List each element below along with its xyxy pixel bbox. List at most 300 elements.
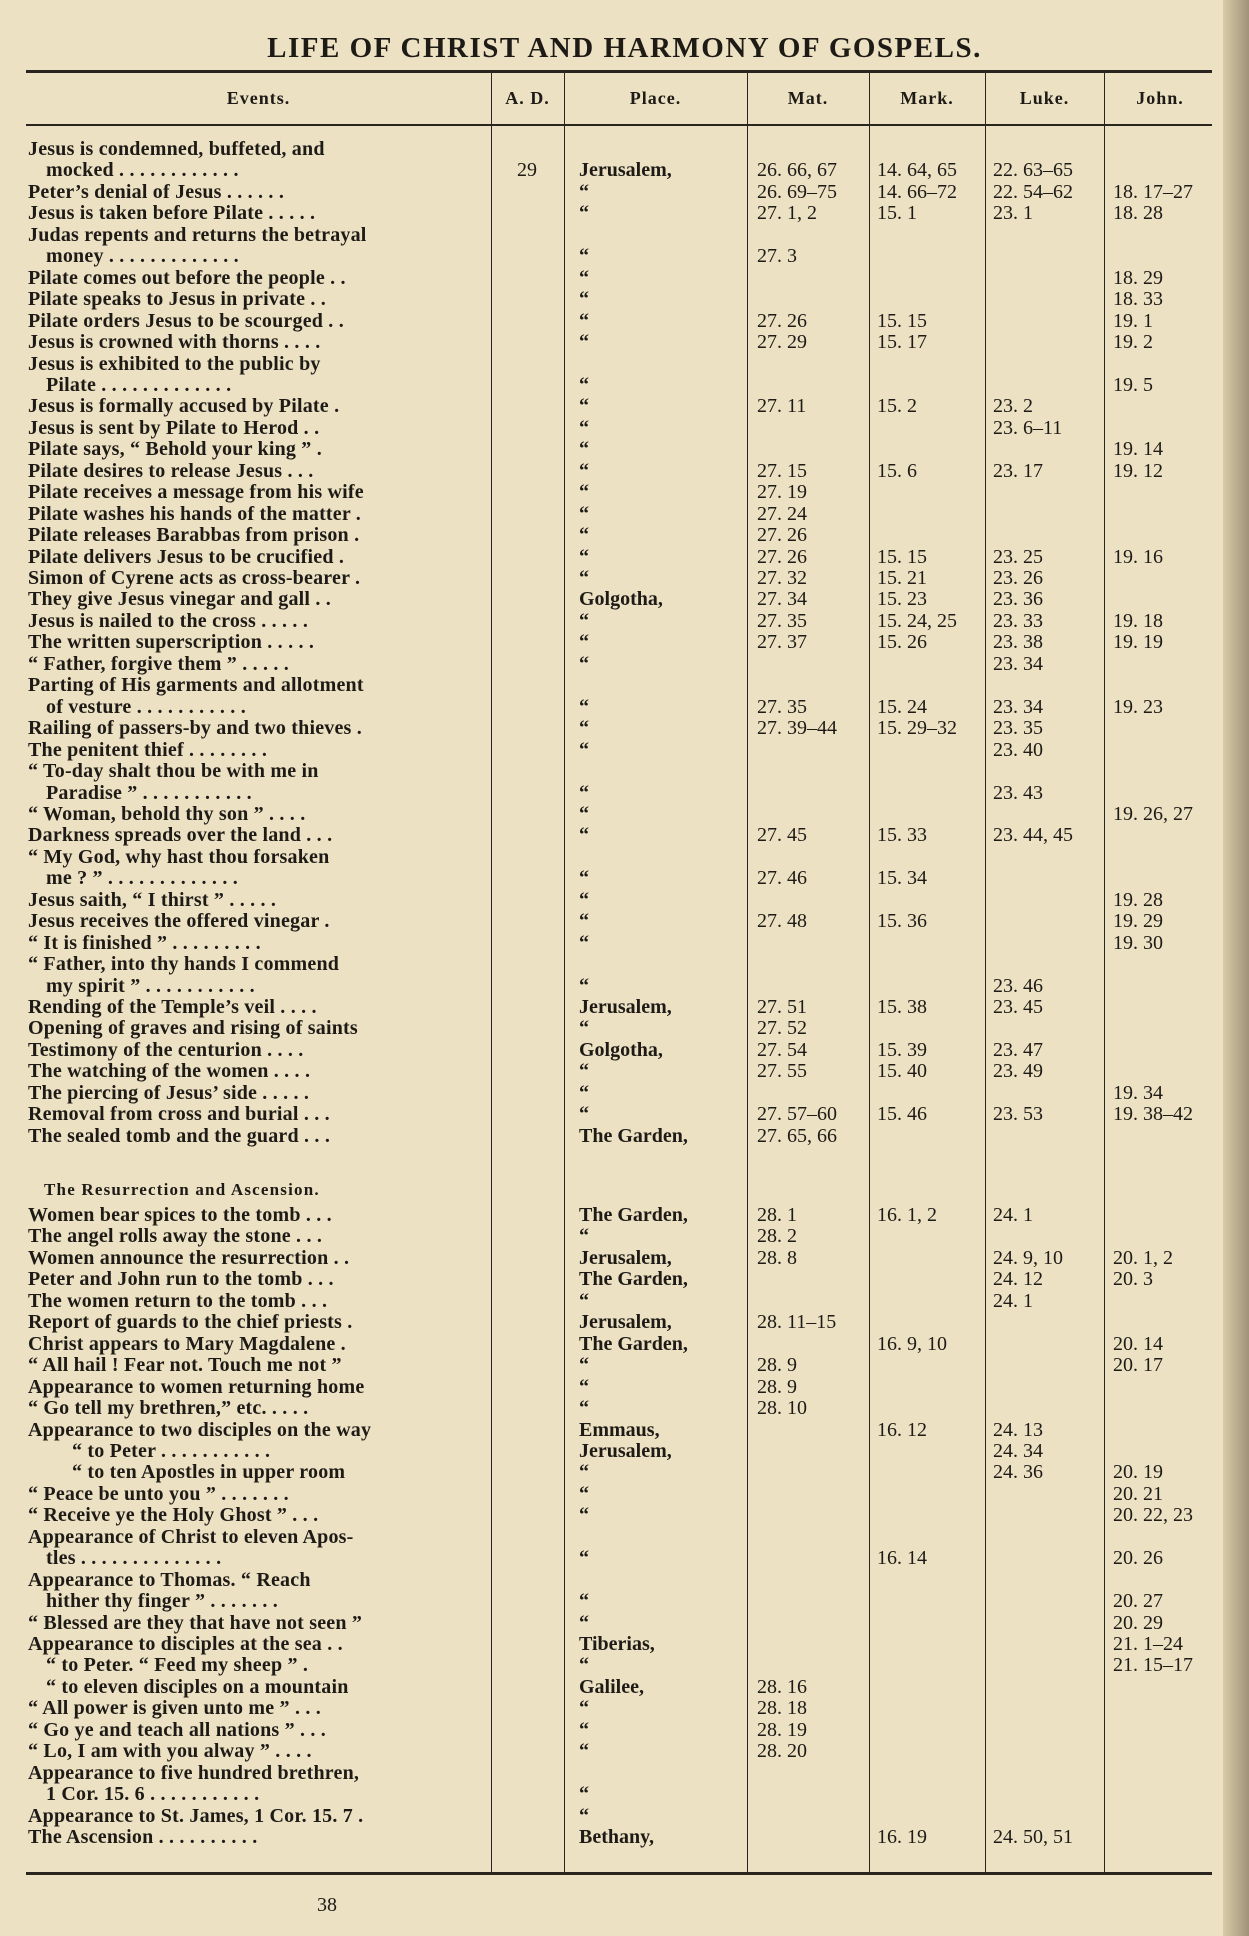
event-text: me ? ” . . . . . . . . . . . . . <box>46 867 238 890</box>
event-text: Jesus is taken before Pilate . . . . . <box>28 202 316 225</box>
place-cell: “ <box>579 631 589 654</box>
table-row <box>0 1377 1249 1398</box>
mark-ref: 15. 1 <box>877 202 917 225</box>
mark-ref: 15. 29–32 <box>877 717 957 740</box>
john-ref: 19. 18 <box>1113 609 1163 632</box>
place-cell: “ <box>579 974 589 997</box>
table-row <box>0 933 1249 954</box>
place-cell: The Garden, <box>579 1204 688 1226</box>
table-row <box>0 354 1249 375</box>
table-row <box>0 1291 1249 1312</box>
event-text: The women return to the tomb . . . <box>28 1289 328 1312</box>
table-row <box>0 504 1249 525</box>
year-cell: 29 <box>517 159 537 182</box>
mark-ref: 15. 36 <box>877 910 927 933</box>
matthew-ref: 27. 39–44 <box>757 717 837 740</box>
john-ref: 19. 29 <box>1113 910 1163 933</box>
matthew-ref: 28. 9 <box>757 1354 797 1377</box>
event-text: Judas repents and returns the betrayal <box>28 223 367 246</box>
luke-ref: 23. 43 <box>993 781 1043 804</box>
event-text: Paradise ” . . . . . . . . . . . <box>46 781 252 804</box>
table-row <box>0 203 1249 224</box>
event-text: “ Blessed are they that have not seen ” <box>28 1611 363 1634</box>
table-row <box>0 718 1249 739</box>
event-text: The sealed tomb and the guard . . . <box>28 1124 331 1147</box>
event-text: “ It is finished ” . . . . . . . . . <box>28 931 261 954</box>
mark-ref: 14. 64, 65 <box>877 159 957 182</box>
event-text: mocked . . . . . . . . . . . . <box>46 159 239 182</box>
event-text: Opening of graves and rising of saints <box>28 1017 358 1040</box>
event-text: Pilate washes his hands of the matter . <box>28 502 361 525</box>
event-text: Appearance to women returning home <box>28 1375 365 1398</box>
mark-ref: 15. 38 <box>877 996 927 1018</box>
matthew-ref: 27. 15 <box>757 459 807 482</box>
event-text: The watching of the women . . . . <box>28 1060 311 1083</box>
luke-ref: 23. 45 <box>993 996 1043 1018</box>
event-text: my spirit ” . . . . . . . . . . . <box>46 974 255 997</box>
place-cell: “ <box>579 1697 589 1720</box>
mark-ref: 15. 33 <box>877 824 927 847</box>
place-cell: “ <box>579 202 589 225</box>
luke-ref: 23. 46 <box>993 974 1043 997</box>
matthew-ref: 27. 3 <box>757 245 797 268</box>
table-row <box>0 1420 1249 1441</box>
matthew-ref: 27. 54 <box>757 1038 807 1061</box>
page-title: LIFE OF CHRIST AND HARMONY OF GOSPELS. <box>267 32 982 64</box>
matthew-ref: 28. 9 <box>757 1375 797 1398</box>
luke-ref: 23. 40 <box>993 738 1043 761</box>
john-ref: 19. 5 <box>1113 373 1153 396</box>
mark-ref: 16. 14 <box>877 1547 927 1570</box>
table-row <box>0 1126 1249 1147</box>
place-cell: “ <box>579 1654 589 1677</box>
place-cell: Jerusalem, <box>579 1439 672 1462</box>
table-row <box>0 525 1249 546</box>
place-cell: “ <box>579 1289 589 1312</box>
place-cell: “ <box>579 524 589 547</box>
place-cell: “ <box>579 395 589 418</box>
john-ref: 19. 2 <box>1113 331 1153 354</box>
section-heading-row <box>0 1179 1249 1200</box>
event-text: “ Father, forgive them ” . . . . . <box>28 652 290 675</box>
event-text: Jesus is crowned with thorns . . . . <box>28 331 321 354</box>
event-text: Jesus is sent by Pilate to Herod . . <box>28 416 320 439</box>
john-ref: 19. 1 <box>1113 309 1153 332</box>
page-number: 38 <box>317 1894 337 1916</box>
top-rule <box>26 70 1212 73</box>
header-rule <box>26 124 1212 126</box>
luke-ref: 24. 12 <box>993 1268 1043 1291</box>
event-text: “ Woman, behold thy son ” . . . . <box>28 802 306 825</box>
event-text: Jesus is exhibited to the public by <box>28 352 321 375</box>
header-events: Events. <box>226 87 291 108</box>
place-cell: “ <box>579 567 589 589</box>
matthew-ref: 27. 37 <box>757 631 807 654</box>
place-cell: “ <box>579 545 589 568</box>
place-cell: “ <box>579 1718 589 1741</box>
header-ad: A. D. <box>505 87 550 108</box>
mark-ref: 15. 40 <box>877 1060 927 1083</box>
event-text: Appearance to five hundred brethren, <box>28 1761 360 1784</box>
place-cell: Golgotha, <box>579 588 663 611</box>
luke-ref: 24. 36 <box>993 1461 1043 1484</box>
matthew-ref: 28. 19 <box>757 1718 807 1741</box>
event-text: Peter’s denial of Jesus . . . . . . <box>28 180 285 203</box>
place-cell: “ <box>579 1611 589 1634</box>
place-cell: “ <box>579 867 589 890</box>
table-row <box>0 1806 1249 1827</box>
place-cell: “ <box>579 1783 589 1806</box>
table-row <box>0 997 1249 1018</box>
luke-ref: 24. 1 <box>993 1204 1033 1226</box>
place-cell: “ <box>579 502 589 525</box>
event-text: “ Lo, I am with you alway ” . . . . <box>28 1740 312 1763</box>
luke-ref: 23. 17 <box>993 459 1043 482</box>
john-ref: 20. 19 <box>1113 1461 1163 1484</box>
table-row <box>0 1083 1249 1104</box>
place-cell: “ <box>579 1547 589 1570</box>
event-text: “ Go tell my brethren,” etc. . . . . <box>28 1397 309 1420</box>
table-row <box>0 954 1249 975</box>
john-ref: 19. 12 <box>1113 459 1163 482</box>
table-row <box>0 1205 1249 1226</box>
table-row <box>0 1613 1249 1634</box>
event-text: Pilate orders Jesus to be scourged . . <box>28 309 344 332</box>
table-row <box>0 139 1249 160</box>
table-row <box>0 289 1249 310</box>
event-text: money . . . . . . . . . . . . . <box>46 245 239 268</box>
event-text: Parting of His garments and allotment <box>28 674 364 697</box>
event-text: “ My God, why hast thou forsaken <box>28 845 330 868</box>
matthew-ref: 28. 18 <box>757 1697 807 1720</box>
table-row <box>0 675 1249 696</box>
place-cell: “ <box>579 717 589 740</box>
table-row <box>0 1655 1249 1676</box>
event-text: Pilate says, “ Behold your king ” . <box>28 438 322 461</box>
place-cell: Tiberias, <box>579 1633 655 1655</box>
table-row <box>0 182 1249 203</box>
matthew-ref: 27. 55 <box>757 1060 807 1083</box>
mark-ref: 15. 21 <box>877 567 927 589</box>
table-row <box>0 1269 1249 1290</box>
table-row <box>0 1741 1249 1762</box>
mark-ref: 15. 15 <box>877 545 927 568</box>
event-text: “ to eleven disciples on a mountain <box>46 1675 349 1698</box>
table-row <box>0 783 1249 804</box>
table-row <box>0 697 1249 718</box>
header-john: John. <box>1136 87 1184 108</box>
table-row <box>0 1827 1249 1848</box>
john-ref: 19. 28 <box>1113 888 1163 911</box>
place-cell: “ <box>579 245 589 268</box>
table-row <box>0 1505 1249 1526</box>
table-row <box>0 568 1249 589</box>
table-row <box>0 1312 1249 1333</box>
matthew-ref: 27. 26 <box>757 309 807 332</box>
place-cell: Galilee, <box>579 1675 644 1698</box>
event-text: Simon of Cyrene acts as cross-bearer . <box>28 567 361 589</box>
mark-ref: 15. 46 <box>877 1103 927 1126</box>
john-ref: 19. 19 <box>1113 631 1163 654</box>
matthew-ref: 28. 10 <box>757 1397 807 1420</box>
place-cell: “ <box>579 1590 589 1613</box>
table-row <box>0 632 1249 653</box>
event-text: Testimony of the centurion . . . . <box>28 1038 304 1061</box>
place-cell: “ <box>579 180 589 203</box>
mark-ref: 15. 39 <box>877 1038 927 1061</box>
event-text: Jesus is nailed to the cross . . . . . <box>28 609 309 632</box>
event-text: “ to ten Apostles in upper room <box>72 1461 346 1484</box>
matthew-ref: 27. 32 <box>757 567 807 589</box>
luke-ref: 24. 34 <box>993 1439 1043 1462</box>
john-ref: 19. 34 <box>1113 1081 1163 1104</box>
table-row <box>0 1462 1249 1483</box>
header-luke: Luke. <box>1019 87 1070 108</box>
table-row <box>0 868 1249 889</box>
bottom-rule <box>26 1872 1212 1875</box>
matthew-ref: 28. 2 <box>757 1225 797 1248</box>
mark-ref: 16. 19 <box>877 1826 927 1849</box>
table-row <box>0 1634 1249 1655</box>
luke-ref: 24. 1 <box>993 1289 1033 1312</box>
event-text: tles . . . . . . . . . . . . . . <box>46 1547 222 1570</box>
table-row <box>0 311 1249 332</box>
luke-ref: 23. 49 <box>993 1060 1043 1083</box>
luke-ref: 23. 53 <box>993 1103 1043 1126</box>
event-text: Appearance to two disciples on the way <box>28 1418 372 1441</box>
table-row <box>0 246 1249 267</box>
mark-ref: 16. 12 <box>877 1418 927 1441</box>
table-row <box>0 890 1249 911</box>
matthew-ref: 27. 48 <box>757 910 807 933</box>
mark-ref: 16. 1, 2 <box>877 1204 937 1226</box>
place-cell: “ <box>579 1060 589 1083</box>
event-text: Jesus is condemned, buffeted, and <box>28 138 325 160</box>
place-cell: “ <box>579 1017 589 1040</box>
event-text: Jesus is formally accused by Pilate . <box>28 395 340 418</box>
matthew-ref: 27. 26 <box>757 524 807 547</box>
luke-ref: 23. 44, 45 <box>993 824 1073 847</box>
luke-ref: 24. 13 <box>993 1418 1043 1441</box>
event-text: The angel rolls away the stone . . . <box>28 1225 323 1248</box>
table-row <box>0 396 1249 417</box>
matthew-ref: 27. 29 <box>757 331 807 354</box>
mark-ref: 16. 9, 10 <box>877 1332 947 1355</box>
matthew-ref: 27. 35 <box>757 695 807 718</box>
place-cell: “ <box>579 931 589 954</box>
john-ref: 20. 1, 2 <box>1113 1246 1173 1269</box>
table-row <box>0 804 1249 825</box>
john-ref: 18. 33 <box>1113 288 1163 311</box>
event-text: Jesus receives the offered vinegar . <box>28 910 330 933</box>
place-cell: “ <box>579 824 589 847</box>
john-ref: 19. 38–42 <box>1113 1103 1193 1126</box>
table-row <box>0 439 1249 460</box>
table-row <box>0 418 1249 439</box>
matthew-ref: 27. 35 <box>757 609 807 632</box>
table-row <box>0 1061 1249 1082</box>
john-ref: 21. 1–24 <box>1113 1633 1183 1655</box>
table-row <box>0 225 1249 246</box>
matthew-ref: 27. 24 <box>757 502 807 525</box>
place-cell: “ <box>579 1804 589 1827</box>
place-cell: “ <box>579 1081 589 1104</box>
matthew-ref: 27. 45 <box>757 824 807 847</box>
john-ref: 19. 14 <box>1113 438 1163 461</box>
john-ref: 19. 23 <box>1113 695 1163 718</box>
mark-ref: 15. 24, 25 <box>877 609 957 632</box>
mark-ref: 14. 66–72 <box>877 180 957 203</box>
matthew-ref: 28. 1 <box>757 1204 797 1226</box>
luke-ref: 23. 25 <box>993 545 1043 568</box>
event-text: Pilate receives a message from his wife <box>28 481 364 504</box>
event-text: Pilate speaks to Jesus in private . . <box>28 288 326 311</box>
table-row <box>0 654 1249 675</box>
place-cell: Jerusalem, <box>579 1311 672 1334</box>
event-text: Pilate releases Barabbas from prison . <box>28 524 360 547</box>
place-cell: “ <box>579 373 589 396</box>
event-text: of vesture . . . . . . . . . . . <box>46 695 246 718</box>
john-ref: 18. 29 <box>1113 266 1163 289</box>
table-row <box>0 1527 1249 1548</box>
table-row <box>0 1355 1249 1376</box>
table-row <box>0 1784 1249 1805</box>
place-cell: “ <box>579 695 589 718</box>
event-text: Railing of passers-by and two thieves . <box>28 717 362 740</box>
event-text: 1 Cor. 15. 6 . . . . . . . . . . . <box>46 1783 260 1806</box>
table-row <box>0 1441 1249 1462</box>
mark-ref: 15. 24 <box>877 695 927 718</box>
event-text: “ to Peter. “ Feed my sheep ” . <box>46 1654 309 1677</box>
matthew-ref: 27. 26 <box>757 545 807 568</box>
event-text: The penitent thief . . . . . . . . <box>28 738 268 761</box>
place-cell: “ <box>579 652 589 675</box>
table-row <box>0 1040 1249 1061</box>
table-row <box>0 761 1249 782</box>
event-text: “ All hail ! Fear not. Touch me not ” <box>28 1354 342 1377</box>
event-text: “ to Peter . . . . . . . . . . . <box>72 1439 271 1462</box>
matthew-ref: 27. 46 <box>757 867 807 890</box>
place-cell: The Garden, <box>579 1268 688 1291</box>
place-cell: The Garden, <box>579 1124 688 1147</box>
matthew-ref: 27. 34 <box>757 588 807 611</box>
event-text: “ Go ye and teach all nations ” . . . <box>28 1718 326 1741</box>
john-ref: 20. 29 <box>1113 1611 1163 1634</box>
place-cell: “ <box>579 609 589 632</box>
event-text: Report of guards to the chief priests . <box>28 1311 353 1334</box>
place-cell: “ <box>579 802 589 825</box>
place-cell: “ <box>579 1225 589 1248</box>
event-text: Christ appears to Mary Magdalene . <box>28 1332 346 1355</box>
table-row <box>0 740 1249 761</box>
event-text: Appearance to Thomas. “ Reach <box>28 1568 311 1591</box>
luke-ref: 22. 54–62 <box>993 180 1073 203</box>
place-cell: Emmaus, <box>579 1418 660 1441</box>
table-row <box>0 1698 1249 1719</box>
table-row <box>0 825 1249 846</box>
luke-ref: 23. 34 <box>993 695 1043 718</box>
table-row <box>0 332 1249 353</box>
table-row <box>0 547 1249 568</box>
table-row <box>0 461 1249 482</box>
matthew-ref: 27. 1, 2 <box>757 202 817 225</box>
table-row <box>0 1334 1249 1355</box>
matthew-ref: 26. 66, 67 <box>757 159 837 182</box>
matthew-ref: 27. 52 <box>757 1017 807 1040</box>
john-ref: 20. 27 <box>1113 1590 1163 1613</box>
table-row <box>0 1677 1249 1698</box>
event-text: Appearance of Christ to eleven Apos- <box>28 1525 354 1548</box>
place-cell: Jerusalem, <box>579 996 672 1018</box>
place-cell: “ <box>579 1397 589 1420</box>
place-cell: “ <box>579 1103 589 1126</box>
matthew-ref: 28. 11–15 <box>757 1311 837 1334</box>
table-row <box>0 1570 1249 1591</box>
place-cell: “ <box>579 266 589 289</box>
john-ref: 18. 17–27 <box>1113 180 1193 203</box>
table-row <box>0 1018 1249 1039</box>
event-text: Rending of the Temple’s veil . . . . <box>28 996 317 1018</box>
john-ref: 20. 22, 23 <box>1113 1504 1193 1527</box>
mark-ref: 15. 34 <box>877 867 927 890</box>
luke-ref: 23. 34 <box>993 652 1043 675</box>
place-cell: “ <box>579 438 589 461</box>
luke-ref: 23. 26 <box>993 567 1043 589</box>
place-cell: “ <box>579 309 589 332</box>
place-cell: “ <box>579 459 589 482</box>
john-ref: 20. 26 <box>1113 1547 1163 1570</box>
matthew-ref: 27. 51 <box>757 996 807 1018</box>
event-text: Women bear spices to the tomb . . . <box>28 1204 332 1226</box>
luke-ref: 23. 6–11 <box>993 416 1063 439</box>
table-row <box>0 911 1249 932</box>
place-cell: Jerusalem, <box>579 1246 672 1269</box>
matthew-ref: 27. 11 <box>757 395 807 418</box>
luke-ref: 23. 38 <box>993 631 1043 654</box>
event-text: “ Peace be unto you ” . . . . . . . <box>28 1482 289 1505</box>
event-text: Women announce the resurrection . . <box>28 1246 350 1269</box>
place-cell: “ <box>579 331 589 354</box>
event-text: Pilate . . . . . . . . . . . . . <box>46 373 232 396</box>
mark-ref: 15. 6 <box>877 459 917 482</box>
place-cell: “ <box>579 910 589 933</box>
place-cell: “ <box>579 888 589 911</box>
table-row <box>0 611 1249 632</box>
matthew-ref: 27. 65, 66 <box>757 1124 837 1147</box>
place-cell: The Garden, <box>579 1332 688 1355</box>
matthew-ref: 27. 19 <box>757 481 807 504</box>
mark-ref: 15. 2 <box>877 395 917 418</box>
table-row <box>0 1720 1249 1741</box>
place-cell: “ <box>579 738 589 761</box>
place-cell: “ <box>579 781 589 804</box>
luke-ref: 22. 63–65 <box>993 159 1073 182</box>
event-text: The piercing of Jesus’ side . . . . . <box>28 1081 310 1104</box>
matthew-ref: 26. 69–75 <box>757 180 837 203</box>
place-cell: “ <box>579 416 589 439</box>
place-cell: “ <box>579 1482 589 1505</box>
luke-ref: 23. 35 <box>993 717 1043 740</box>
event-text: Pilate comes out before the people . . <box>28 266 346 289</box>
table-row <box>0 1484 1249 1505</box>
mark-ref: 15. 23 <box>877 588 927 611</box>
table-row <box>0 847 1249 868</box>
event-text: They give Jesus vinegar and gall . . <box>28 588 331 611</box>
john-ref: 19. 16 <box>1113 545 1163 568</box>
event-text: Jesus saith, “ I thirst ” . . . . . <box>28 888 277 911</box>
table-row <box>0 1248 1249 1269</box>
table-row <box>0 1104 1249 1125</box>
